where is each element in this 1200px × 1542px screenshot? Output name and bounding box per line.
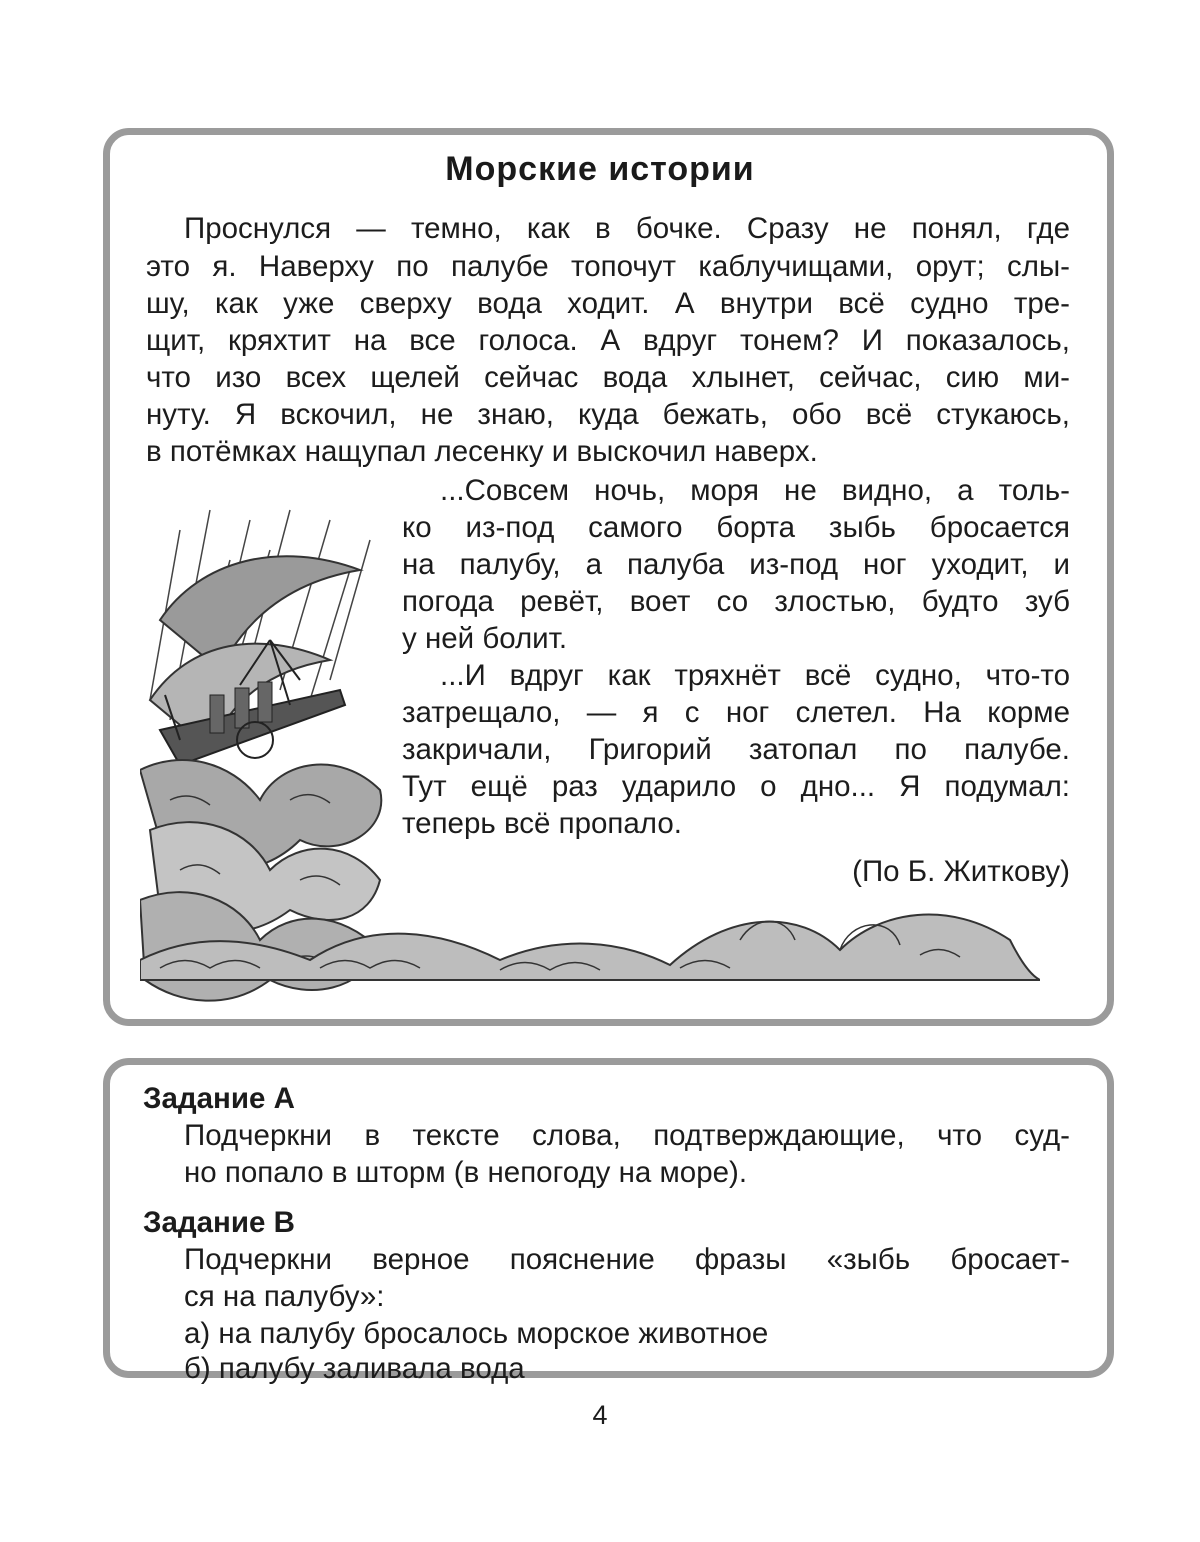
- story-line: щит, кряхтит на все голоса. А вдруг тонем? И показалось,: [146, 324, 1070, 357]
- story-line: теперь всё пропало.: [402, 807, 682, 840]
- story-line: на палубу, а палуба из-под ног уходит, и: [402, 548, 1070, 581]
- story-line: ко из-под самого борта зыбь бросается: [402, 511, 1070, 544]
- story-line: Тут ещё раз ударило о дно... Я подумал:: [402, 770, 1070, 803]
- task-b-option-a[interactable]: а) на палубу бросалось морское животное: [184, 1317, 769, 1350]
- story-line: погода ревёт, воет со злостью, будто зуб: [402, 585, 1070, 618]
- waves-decoration: [140, 880, 1040, 990]
- story-line: затрещало, — я с ног слетел. На корме: [402, 696, 1070, 729]
- task-b-line: ся на палубу»:: [184, 1280, 385, 1313]
- task-b-option-b[interactable]: б) палубу заливала вода: [184, 1352, 525, 1385]
- story-line: это я. Наверху по палубе топочут каблучищами, орут; слы-: [146, 250, 1070, 283]
- story-line: у ней болит.: [402, 622, 568, 655]
- story-line: ...И вдруг как тряхнёт всё судно, что-то: [440, 659, 1070, 692]
- story-line: ...Совсем ночь, моря не видно, а толь-: [440, 474, 1070, 507]
- story-line: что изо всех щелей сейчас вода хлынет, сейчас, сию ми-: [146, 361, 1070, 394]
- story-line: в потёмках нащупал лесенку и выскочил наверх.: [146, 435, 818, 468]
- story-line: шу, как уже сверху вода ходит. А внутри всё судно тре-: [146, 287, 1070, 320]
- story-line: Проснулся — темно, как в бочке. Сразу не понял, где: [184, 212, 1070, 245]
- story-author: (По Б. Житкову): [852, 855, 1070, 888]
- task-a-line: Подчеркни в тексте слова, подтверждающие, что суд-: [184, 1119, 1070, 1152]
- page-number: 4: [592, 1400, 608, 1430]
- story-line: нуту. Я вскочил, не знаю, куда бежать, обо всё стукаюсь,: [146, 398, 1070, 431]
- task-b-heading: Задание В: [143, 1206, 295, 1239]
- story-title: Морские истории: [445, 150, 755, 188]
- task-a-line: но попало в шторм (в непогоду на море).: [184, 1156, 748, 1189]
- task-b-line: Подчеркни верное пояснение фразы «зыбь бросает-: [184, 1243, 1070, 1276]
- task-a-heading: Задание А: [143, 1082, 295, 1115]
- story-line: закричали, Григорий затопал по палубе.: [402, 733, 1070, 766]
